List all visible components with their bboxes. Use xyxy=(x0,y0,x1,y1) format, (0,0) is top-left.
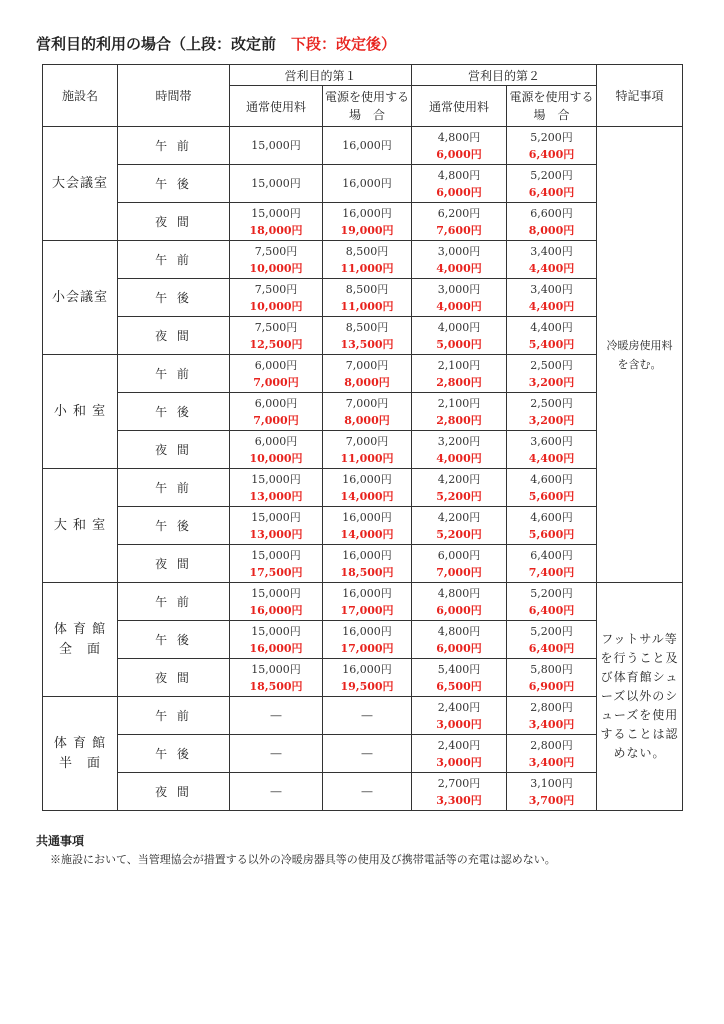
facility-name xyxy=(43,697,118,811)
g1-normal-fee xyxy=(230,279,323,317)
fee-table-body xyxy=(43,127,683,811)
note-line: 冷暖房使用料 xyxy=(606,338,673,352)
revised-fee: 12,500円 xyxy=(249,337,303,351)
time-slot: 夜 間 xyxy=(118,659,230,697)
facility-name-line: 小会議室 xyxy=(51,289,108,305)
g2-normal-fee xyxy=(412,735,507,773)
g1-power-fee xyxy=(323,241,412,279)
g1-normal-fee xyxy=(230,507,323,545)
note-gym xyxy=(597,583,683,811)
g1-power-fee xyxy=(323,355,412,393)
revised-fee: 14,000円 xyxy=(340,527,394,541)
current-fee: ― xyxy=(270,709,282,722)
current-fee: 7,000円 xyxy=(345,358,389,372)
table-row xyxy=(43,127,683,165)
revised-fee: 17,000円 xyxy=(340,641,394,655)
table-row xyxy=(43,355,683,393)
header-power-line2: 場 合 xyxy=(533,108,570,122)
g1-normal-fee xyxy=(230,393,323,431)
g2-power-fee xyxy=(507,583,597,621)
header-g1-power xyxy=(323,86,412,127)
g1-normal-fee xyxy=(230,621,323,659)
table-row xyxy=(43,279,683,317)
g1-normal-fee xyxy=(230,241,323,279)
time-slot: 夜 間 xyxy=(118,773,230,811)
current-fee: 16,000円 xyxy=(342,177,392,190)
g1-normal-fee xyxy=(230,165,323,203)
current-fee: ― xyxy=(270,747,282,760)
current-fee: 7,000円 xyxy=(345,396,389,410)
revised-fee: 3,200円 xyxy=(528,375,575,389)
time-slot: 夜 間 xyxy=(118,317,230,355)
header-group2: 営利目的第２ xyxy=(412,65,597,86)
title-highlight: 下段：改定後） xyxy=(291,35,397,53)
current-fee: 16,000円 xyxy=(342,624,392,638)
revised-fee: 8,000円 xyxy=(344,413,390,427)
g1-power-fee xyxy=(323,165,412,203)
revised-fee: 13,500円 xyxy=(340,337,394,351)
current-fee: 15,000円 xyxy=(251,472,301,486)
revised-fee: 11,000円 xyxy=(340,261,394,275)
time-slot: 午 前 xyxy=(118,583,230,621)
current-fee: 15,000円 xyxy=(251,206,301,220)
header-facility: 施設名 xyxy=(43,65,118,127)
current-fee: 6,600円 xyxy=(530,206,573,220)
facility-name-line: 体 育 館 xyxy=(53,621,107,637)
current-fee: 8,500円 xyxy=(345,282,389,296)
revised-fee: 10,000円 xyxy=(249,261,303,275)
g1-normal-fee xyxy=(230,127,323,165)
g1-normal-fee xyxy=(230,659,323,697)
current-fee: 2,700円 xyxy=(437,776,481,790)
current-fee: 2,500円 xyxy=(530,396,573,410)
g1-power-fee xyxy=(323,735,412,773)
g1-power-fee xyxy=(323,127,412,165)
g2-normal-fee xyxy=(412,431,507,469)
title-main: 営利目的利用の場合（上段：改定前 xyxy=(36,35,277,53)
facility-name xyxy=(43,469,118,583)
current-fee: 15,000円 xyxy=(251,177,301,190)
facility-name-line: 体 育 館 xyxy=(53,735,107,751)
revised-fee: 4,400円 xyxy=(528,299,575,313)
g1-normal-fee xyxy=(230,203,323,241)
current-fee: 6,000円 xyxy=(254,358,298,372)
time-slot: 午 後 xyxy=(118,507,230,545)
current-fee: 6,000円 xyxy=(254,396,298,410)
revised-fee: 7,600円 xyxy=(436,223,482,237)
current-fee: 3,000円 xyxy=(437,244,481,258)
current-fee: 15,000円 xyxy=(251,510,301,524)
revised-fee: 4,400円 xyxy=(528,451,575,465)
current-fee: 4,800円 xyxy=(437,130,481,144)
current-fee: 7,500円 xyxy=(254,244,298,258)
revised-fee: 8,000円 xyxy=(528,223,575,237)
current-fee: 4,800円 xyxy=(437,168,481,182)
table-row xyxy=(43,165,683,203)
revised-fee: 17,000円 xyxy=(340,603,394,617)
g2-power-fee xyxy=(507,621,597,659)
current-fee: 2,100円 xyxy=(437,396,481,410)
revised-fee: 18,000円 xyxy=(249,223,303,237)
g1-normal-fee xyxy=(230,773,323,811)
table-row xyxy=(43,241,683,279)
note-line: ーズ以外のシ xyxy=(600,689,679,703)
g1-normal-fee xyxy=(230,735,323,773)
current-fee: 2,100円 xyxy=(437,358,481,372)
g2-normal-fee xyxy=(412,241,507,279)
current-fee: 6,000円 xyxy=(254,434,298,448)
current-fee: 6,000円 xyxy=(437,548,481,562)
current-fee: 5,200円 xyxy=(530,586,573,600)
g1-power-fee xyxy=(323,583,412,621)
current-fee: 5,200円 xyxy=(530,168,573,182)
g2-power-fee xyxy=(507,469,597,507)
g2-power-fee xyxy=(507,735,597,773)
g2-power-fee xyxy=(507,545,597,583)
revised-fee: 10,000円 xyxy=(249,299,303,313)
revised-fee: 13,000円 xyxy=(249,527,303,541)
header-power-line1: 電源を使用する xyxy=(325,90,410,104)
g2-power-fee xyxy=(507,279,597,317)
revised-fee: 17,500円 xyxy=(249,565,303,579)
revised-fee: 18,500円 xyxy=(249,679,303,693)
current-fee: ― xyxy=(361,747,373,760)
common-title: 共通事項 xyxy=(36,834,85,848)
g1-power-fee xyxy=(323,469,412,507)
g1-power-fee xyxy=(323,773,412,811)
facility-name-line: 半 面 xyxy=(58,755,101,771)
header-group1: 営利目的第１ xyxy=(230,65,412,86)
g1-normal-fee xyxy=(230,431,323,469)
revised-fee: 10,000円 xyxy=(249,451,303,465)
g2-power-fee xyxy=(507,355,597,393)
g2-normal-fee xyxy=(412,659,507,697)
revised-fee: 3,400円 xyxy=(528,717,575,731)
current-fee: 15,000円 xyxy=(251,548,301,562)
time-slot: 午 前 xyxy=(118,469,230,507)
current-fee: 8,500円 xyxy=(345,244,389,258)
revised-fee: 5,400円 xyxy=(528,337,575,351)
revised-fee: 11,000円 xyxy=(340,299,394,313)
time-slot: 午 後 xyxy=(118,279,230,317)
g1-normal-fee xyxy=(230,355,323,393)
g2-normal-fee xyxy=(412,393,507,431)
revised-fee: 5,000円 xyxy=(436,337,482,351)
current-fee: 4,200円 xyxy=(437,510,481,524)
g2-normal-fee xyxy=(412,545,507,583)
note-line: めない。 xyxy=(613,746,666,760)
g2-power-fee xyxy=(507,431,597,469)
facility-name xyxy=(43,355,118,469)
g2-power-fee xyxy=(507,317,597,355)
g2-power-fee xyxy=(507,697,597,735)
time-slot: 午 前 xyxy=(118,355,230,393)
g1-power-fee xyxy=(323,659,412,697)
current-fee: ― xyxy=(270,785,282,798)
g1-normal-fee xyxy=(230,583,323,621)
revised-fee: 19,500円 xyxy=(340,679,394,693)
g1-power-fee xyxy=(323,621,412,659)
header-g2-power xyxy=(507,86,597,127)
revised-fee: 6,400円 xyxy=(528,641,575,655)
revised-fee: 2,800円 xyxy=(436,375,482,389)
revised-fee: 4,400円 xyxy=(528,261,575,275)
table-row xyxy=(43,621,683,659)
revised-fee: 6,000円 xyxy=(436,185,482,199)
table-row xyxy=(43,545,683,583)
common-text: ※施設において、当管理協会が措置する以外の冷暖房器具等の使用及び携帯電話等の充電は認めない。 xyxy=(50,853,556,866)
table-row xyxy=(43,697,683,735)
g2-normal-fee xyxy=(412,165,507,203)
current-fee: 4,800円 xyxy=(437,624,481,638)
facility-name-line: 全 面 xyxy=(58,641,101,657)
revised-fee: 14,000円 xyxy=(340,489,394,503)
note-line: を含む。 xyxy=(617,357,662,371)
revised-fee: 4,000円 xyxy=(436,261,482,275)
revised-fee: 7,400円 xyxy=(528,565,575,579)
g2-normal-fee xyxy=(412,773,507,811)
current-fee: 2,400円 xyxy=(437,700,481,714)
g2-normal-fee xyxy=(412,203,507,241)
time-slot: 午 前 xyxy=(118,697,230,735)
current-fee: 15,000円 xyxy=(251,586,301,600)
table-row xyxy=(43,469,683,507)
header-power-line2: 場 合 xyxy=(349,108,386,122)
current-fee: 4,200円 xyxy=(437,472,481,486)
time-slot: 午 後 xyxy=(118,393,230,431)
time-slot: 夜 間 xyxy=(118,545,230,583)
facility-name-line: 大 和 室 xyxy=(53,517,107,533)
current-fee: 5,400円 xyxy=(437,662,481,676)
header-notes: 特記事項 xyxy=(597,65,683,127)
time-slot: 夜 間 xyxy=(118,431,230,469)
g1-normal-fee xyxy=(230,697,323,735)
g2-normal-fee xyxy=(412,355,507,393)
header-time-slot: 時間帯 xyxy=(118,65,230,127)
current-fee: 16,000円 xyxy=(342,206,392,220)
revised-fee: 7,000円 xyxy=(253,375,299,389)
current-fee: 8,500円 xyxy=(345,320,389,334)
current-fee: 16,000円 xyxy=(342,510,392,524)
revised-fee: 6,400円 xyxy=(528,147,575,161)
g2-normal-fee xyxy=(412,469,507,507)
current-fee: 2,500円 xyxy=(530,358,573,372)
facility-name xyxy=(43,127,118,241)
g1-power-fee xyxy=(323,203,412,241)
g1-power-fee xyxy=(323,393,412,431)
g1-power-fee xyxy=(323,317,412,355)
table-row xyxy=(43,735,683,773)
g2-power-fee xyxy=(507,165,597,203)
header-g2-normal: 通常使用料 xyxy=(412,86,507,127)
time-slot: 午 後 xyxy=(118,735,230,773)
revised-fee: 6,400円 xyxy=(528,603,575,617)
g2-power-fee xyxy=(507,203,597,241)
current-fee: 5,200円 xyxy=(530,130,573,144)
revised-fee: 13,000円 xyxy=(249,489,303,503)
revised-fee: 8,000円 xyxy=(344,375,390,389)
note-line: することは認 xyxy=(600,727,679,741)
g2-normal-fee xyxy=(412,127,507,165)
table-row xyxy=(43,203,683,241)
revised-fee: 5,600円 xyxy=(528,489,575,503)
current-fee: 7,000円 xyxy=(345,434,389,448)
header-g1-normal: 通常使用料 xyxy=(230,86,323,127)
current-fee: 5,200円 xyxy=(530,624,573,638)
revised-fee: 3,300円 xyxy=(436,793,482,807)
revised-fee: 3,200円 xyxy=(528,413,575,427)
current-fee: 16,000円 xyxy=(342,472,392,486)
table-row xyxy=(43,507,683,545)
current-fee: 6,200円 xyxy=(437,206,481,220)
revised-fee: 16,000円 xyxy=(249,641,303,655)
revised-fee: 7,000円 xyxy=(253,413,299,427)
current-fee: 5,800円 xyxy=(530,662,573,676)
revised-fee: 19,000円 xyxy=(340,223,394,237)
current-fee: 3,400円 xyxy=(530,244,573,258)
revised-fee: 6,000円 xyxy=(436,641,482,655)
note-line: を行うこと及 xyxy=(600,651,679,665)
revised-fee: 5,200円 xyxy=(436,527,482,541)
current-fee: 2,400円 xyxy=(437,738,481,752)
note-line: フットサル等 xyxy=(601,632,678,646)
note-line: び体育館シュ xyxy=(600,670,679,684)
revised-fee: 5,600円 xyxy=(528,527,575,541)
header-power-line1: 電源を使用する xyxy=(509,90,594,104)
revised-fee: 6,500円 xyxy=(436,679,482,693)
current-fee: 15,000円 xyxy=(251,624,301,638)
g2-power-fee xyxy=(507,241,597,279)
current-fee: 16,000円 xyxy=(342,548,392,562)
current-fee: 2,800円 xyxy=(530,700,573,714)
revised-fee: 7,000円 xyxy=(436,565,482,579)
current-fee: 16,000円 xyxy=(342,586,392,600)
g1-normal-fee xyxy=(230,469,323,507)
current-fee: 3,000円 xyxy=(437,282,481,296)
current-fee: 4,800円 xyxy=(437,586,481,600)
g2-normal-fee xyxy=(412,279,507,317)
facility-name xyxy=(43,583,118,697)
revised-fee: 6,000円 xyxy=(436,603,482,617)
note-heating xyxy=(597,127,683,583)
g2-power-fee xyxy=(507,507,597,545)
table-row xyxy=(43,431,683,469)
current-fee: 3,100円 xyxy=(530,776,573,790)
table-row xyxy=(43,583,683,621)
current-fee: 6,400円 xyxy=(530,548,573,562)
current-fee: 7,500円 xyxy=(254,320,298,334)
table-row xyxy=(43,393,683,431)
current-fee: 3,200円 xyxy=(437,434,481,448)
current-fee: 16,000円 xyxy=(342,662,392,676)
table-row xyxy=(43,659,683,697)
revised-fee: 6,900円 xyxy=(528,679,575,693)
current-fee: 15,000円 xyxy=(251,662,301,676)
header-row-1 xyxy=(43,65,683,86)
table-row xyxy=(43,773,683,811)
facility-name xyxy=(43,241,118,355)
g1-power-fee xyxy=(323,697,412,735)
revised-fee: 3,400円 xyxy=(528,755,575,769)
current-fee: 2,800円 xyxy=(530,738,573,752)
revised-fee: 11,000円 xyxy=(340,451,394,465)
revised-fee: 6,000円 xyxy=(436,147,482,161)
g1-normal-fee xyxy=(230,545,323,583)
g2-power-fee xyxy=(507,773,597,811)
revised-fee: 4,000円 xyxy=(436,299,482,313)
time-slot: 午 後 xyxy=(118,621,230,659)
g2-normal-fee xyxy=(412,697,507,735)
revised-fee: 3,000円 xyxy=(436,755,482,769)
revised-fee: 18,500円 xyxy=(340,565,394,579)
current-fee: 4,400円 xyxy=(530,320,573,334)
fee-table xyxy=(42,64,683,811)
time-slot: 午 前 xyxy=(118,241,230,279)
current-fee: 3,400円 xyxy=(530,282,573,296)
g1-power-fee xyxy=(323,545,412,583)
facility-name-line: 大会議室 xyxy=(51,175,108,191)
revised-fee: 6,400円 xyxy=(528,185,575,199)
g2-power-fee xyxy=(507,127,597,165)
revised-fee: 3,700円 xyxy=(528,793,575,807)
current-fee: 7,500円 xyxy=(254,282,298,296)
revised-fee: 4,000円 xyxy=(436,451,482,465)
time-slot: 午 前 xyxy=(118,127,230,165)
revised-fee: 2,800円 xyxy=(436,413,482,427)
facility-name-line: 小 和 室 xyxy=(53,403,107,419)
g2-power-fee xyxy=(507,393,597,431)
current-fee: 15,000円 xyxy=(251,139,301,152)
g2-normal-fee xyxy=(412,507,507,545)
g1-normal-fee xyxy=(230,317,323,355)
time-slot: 夜 間 xyxy=(118,203,230,241)
current-fee: 3,600円 xyxy=(530,434,573,448)
current-fee: 4,000円 xyxy=(437,320,481,334)
time-slot: 午 後 xyxy=(118,165,230,203)
g1-power-fee xyxy=(323,507,412,545)
revised-fee: 16,000円 xyxy=(249,603,303,617)
g2-normal-fee xyxy=(412,621,507,659)
note-line: ューズを使用 xyxy=(600,708,679,722)
page-title xyxy=(36,33,396,54)
g2-power-fee xyxy=(507,659,597,697)
g2-normal-fee xyxy=(412,583,507,621)
table-row xyxy=(43,317,683,355)
revised-fee: 3,000円 xyxy=(436,717,482,731)
current-fee: ― xyxy=(361,785,373,798)
current-fee: 16,000円 xyxy=(342,139,392,152)
g1-power-fee xyxy=(323,279,412,317)
current-fee: ― xyxy=(361,709,373,722)
g2-normal-fee xyxy=(412,317,507,355)
revised-fee: 5,200円 xyxy=(436,489,482,503)
g1-power-fee xyxy=(323,431,412,469)
current-fee: 4,600円 xyxy=(530,472,573,486)
current-fee: 4,600円 xyxy=(530,510,573,524)
